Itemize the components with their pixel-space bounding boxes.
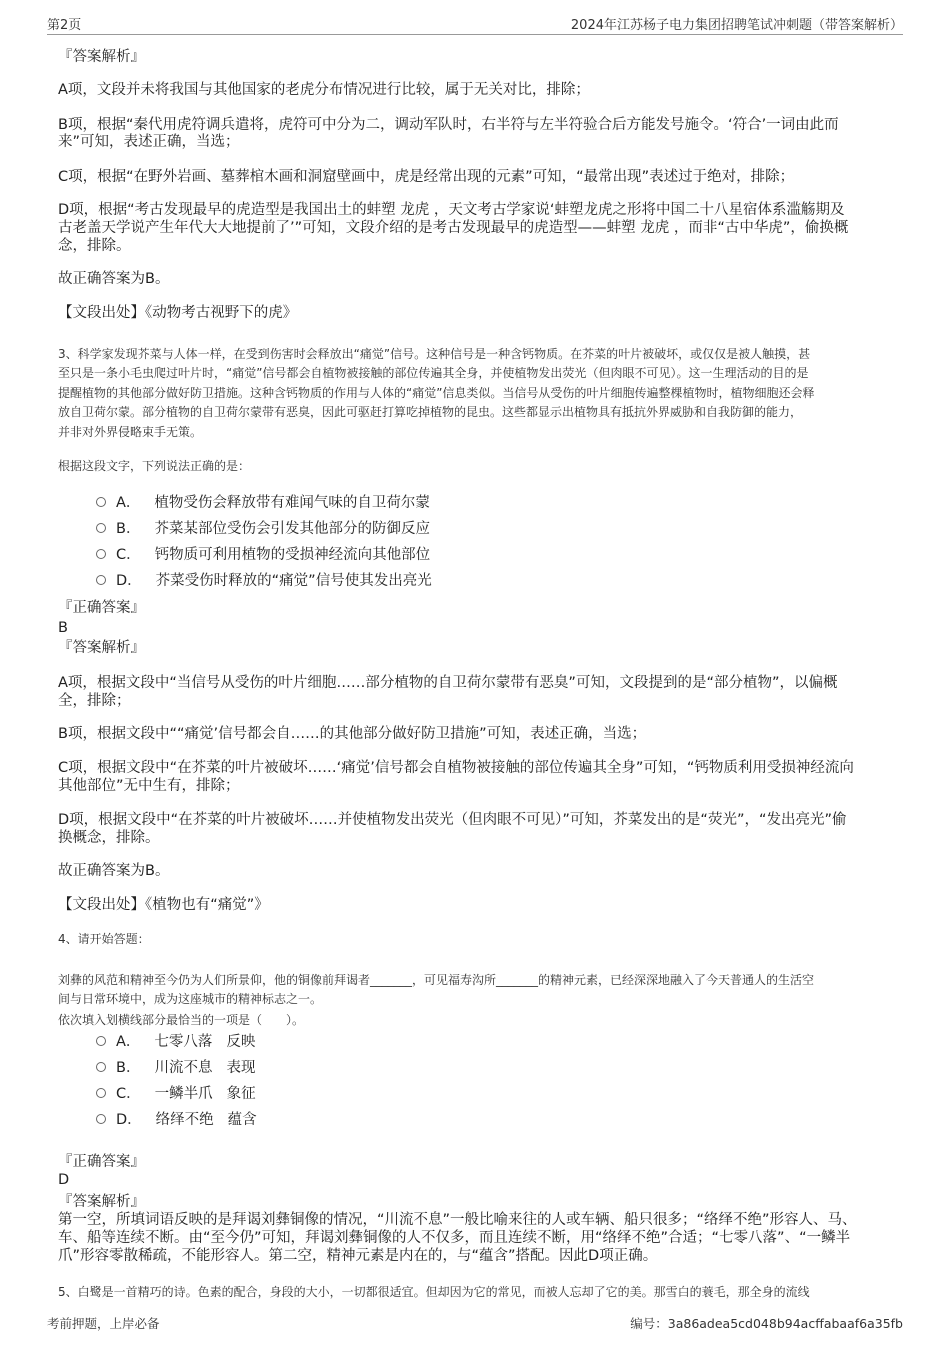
- q3-correct-label: 『正确答案』: [58, 600, 145, 616]
- q2-analysis-d-line2: 古老盖天学说产生年代大大地提前了’”可知，文段介绍的是考古发现最早的虎造型——蚌塑 龙虎 ，而非“古中华虎”，偷换概: [58, 220, 849, 236]
- q4-option-d[interactable]: D． 络绎不绝 蕴含: [96, 1111, 257, 1130]
- document-title: 2024年江苏杨子电力集团招聘笔试冲刺题（带答案解析）: [570, 18, 903, 33]
- footer-slogan: 考前押题，上岸必备: [47, 1316, 160, 1331]
- radio-icon[interactable]: [96, 1062, 106, 1072]
- q3-stem-line2: 至只是一条小毛虫爬过叶片时，“痛觉”信号都会自植物被接触的部位传遍其全身，并使植物发出荧光（但肉眼不可见）。这一生理活动的目的是: [58, 366, 809, 380]
- q4-analysis-line3: 爪”形容零散稀疏，不能形容人。第二空，精神元素是内在的，与“蕴含”搭配。因此D项正确。: [58, 1248, 658, 1264]
- radio-icon[interactable]: [96, 523, 106, 533]
- q4-correct-label: 『正确答案』: [58, 1154, 145, 1170]
- q3-option-c[interactable]: C． 钙物质可利用植物的受损神经流向其他部位: [96, 546, 430, 565]
- q2-analysis-b-line1: B项，根据“秦代用虎符调兵遣将，虎符可中分为二，调动军队时，右半符与左半符验合后方能发号施令。‘符合’一词由此而: [58, 117, 839, 133]
- q2-conclusion: 故正确答案为B。: [58, 271, 170, 287]
- q4-option-c[interactable]: C． 一鳞半爪 象征: [96, 1085, 256, 1104]
- q3-option-d[interactable]: D． 芥菜受伤时释放的“痛觉”信号使其发出亮光: [96, 572, 432, 591]
- q3-source: 【文段出处】《植物也有“痛觉”》: [58, 897, 269, 913]
- q3-analysis-d-line1: D项，根据文段中“在芥菜的叶片被破坏……并使植物发出荧光（但肉眼不可见）”可知，芥菜发出的是“荧光”，“发出亮光”偷: [58, 812, 847, 828]
- document-id: 编号：3a86adea5cd048b94acffabaaf6a35fb: [630, 1316, 903, 1331]
- q4-stem-line1: 刘彝的风范和精神至今仍为人们所景仰，他的铜像前拜谒者_______，可见福寿沟所_______的精神元素，已经深深地融入了今天普通人的生活空: [58, 973, 815, 987]
- q4-option-a[interactable]: A． 七零八落 反映: [96, 1033, 255, 1052]
- q4-title: 4、请开始答题：: [58, 932, 150, 946]
- q2-analysis-c: C项，根据“在野外岩画、墓葬棺木画和洞窟壁画中，虎是经常出现的元素”可知，“最常出现”表述过于绝对，排除；: [58, 169, 795, 185]
- radio-icon[interactable]: [96, 1114, 106, 1124]
- q3-stem-line5: 并非对外界侵略束手无策。: [58, 425, 203, 439]
- q3-analysis-b: B项，根据文段中““痛觉’信号都会自……的其他部分做好防卫措施”可知，表述正确，当选；: [58, 726, 647, 742]
- q3-stem-line4: 放自卫荷尔蒙。部分植物的自卫荷尔蒙带有恶臭，因此可驱赶打算吃掉植物的昆虫。这些都显示出植物具有抵抗外界威胁和自我防御的能力，: [58, 405, 803, 419]
- q3-answer: B: [58, 620, 68, 636]
- q2-analysis-d-line3: 念，排除。: [58, 238, 131, 254]
- q2-analysis-label: 『答案解析』: [58, 49, 145, 65]
- q4-analysis-line1: 第一空，所填词语反映的是拜谒刘彝铜像的情况，“川流不息”一般比喻来往的人或车辆、船只很多；“络绎不绝”形容人、马、: [58, 1212, 857, 1228]
- radio-icon[interactable]: [96, 1036, 106, 1046]
- q3-analysis-a-line1: A项，根据文段中“当信号从受伤的叶片细胞……部分植物的自卫荷尔蒙带有恶臭”可知，文段提到的是“部分植物”，以偏概: [58, 675, 838, 691]
- q3-stem-line3: 提醒植物的其他部分做好防卫措施。这种含钙物质的作用与人体的“痛觉”信息类似。当信号从受伤的叶片细胞传遍整棵植物时，植物细胞还会释: [58, 386, 815, 400]
- q4-analysis-label: 『答案解析』: [58, 1194, 145, 1210]
- q4-prompt: 依次填入划横线部分最恰当的一项是（ ）。: [58, 1013, 305, 1027]
- q2-source: 【文段出处】《动物考古视野下的虎》: [58, 305, 298, 321]
- q3-analysis-c-line1: C项，根据文段中“在芥菜的叶片被破坏……‘痛觉’信号都会自植物被接触的部位传遍其全身”可知，“钙物质利用受损神经流向: [58, 760, 854, 776]
- radio-icon[interactable]: [96, 575, 106, 585]
- q3-option-a[interactable]: A． 植物受伤会释放带有难闻气味的自卫荷尔蒙: [96, 494, 430, 513]
- q4-option-b[interactable]: B． 川流不息 表现: [96, 1059, 255, 1078]
- q4-analysis-line2: 车、船等连续不断。由“至今仍”可知，拜谒刘彝铜像的人不仅多，而且连续不断，用“络绎不绝”合适；“七零八落”、“一鳞半: [58, 1230, 851, 1246]
- q2-analysis-b-line2: 来”可知，表述正确，当选；: [58, 134, 240, 150]
- radio-icon[interactable]: [96, 497, 106, 507]
- q5-stem-line1: 5、白鹭是一首精巧的诗。色素的配合，身段的大小，一切都很适宜。但却因为它的常见，而被人忘却了它的美。那雪白的蓑毛，那全身的流线: [58, 1285, 810, 1299]
- q3-analysis-d-line2: 换概念，排除。: [58, 830, 160, 846]
- radio-icon[interactable]: [96, 549, 106, 559]
- page-header: [47, 14, 903, 35]
- q3-conclusion: 故正确答案为B。: [58, 863, 170, 879]
- q3-stem-line1: 3、科学家发现芥菜与人体一样，在受到伤害时会释放出“痛觉”信号。这种信号是一种含钙物质。在芥菜的叶片被破坏，或仅仅是被人触摸，甚: [58, 347, 811, 361]
- q3-analysis-c-line2: 其他部位”无中生有，排除；: [58, 778, 240, 794]
- radio-icon[interactable]: [96, 1088, 106, 1098]
- q3-analysis-a-line2: 全，排除；: [58, 693, 131, 709]
- q3-prompt: 根据这段文字，下列说法正确的是：: [58, 459, 251, 473]
- q4-answer: D: [58, 1172, 70, 1188]
- q4-stem-line2: 间与日常环境中，成为这座城市的精神标志之一。: [58, 992, 323, 1006]
- q3-option-b[interactable]: B． 芥菜某部位受伤会引发其他部分的防御反应: [96, 520, 430, 539]
- q2-analysis-a: A项，文段并未将我国与其他国家的老虎分布情况进行比较，属于无关对比，排除；: [58, 82, 590, 98]
- q2-analysis-d-line1: D项，根据“考古发现最早的虎造型是我国出土的蚌塑 龙虎 ，天文考古学家说‘蚌塑龙虎之形将中国二十八星宿体系滥觞期及: [58, 202, 845, 218]
- page-number: 第2页: [47, 18, 82, 33]
- q3-analysis-label: 『答案解析』: [58, 640, 145, 656]
